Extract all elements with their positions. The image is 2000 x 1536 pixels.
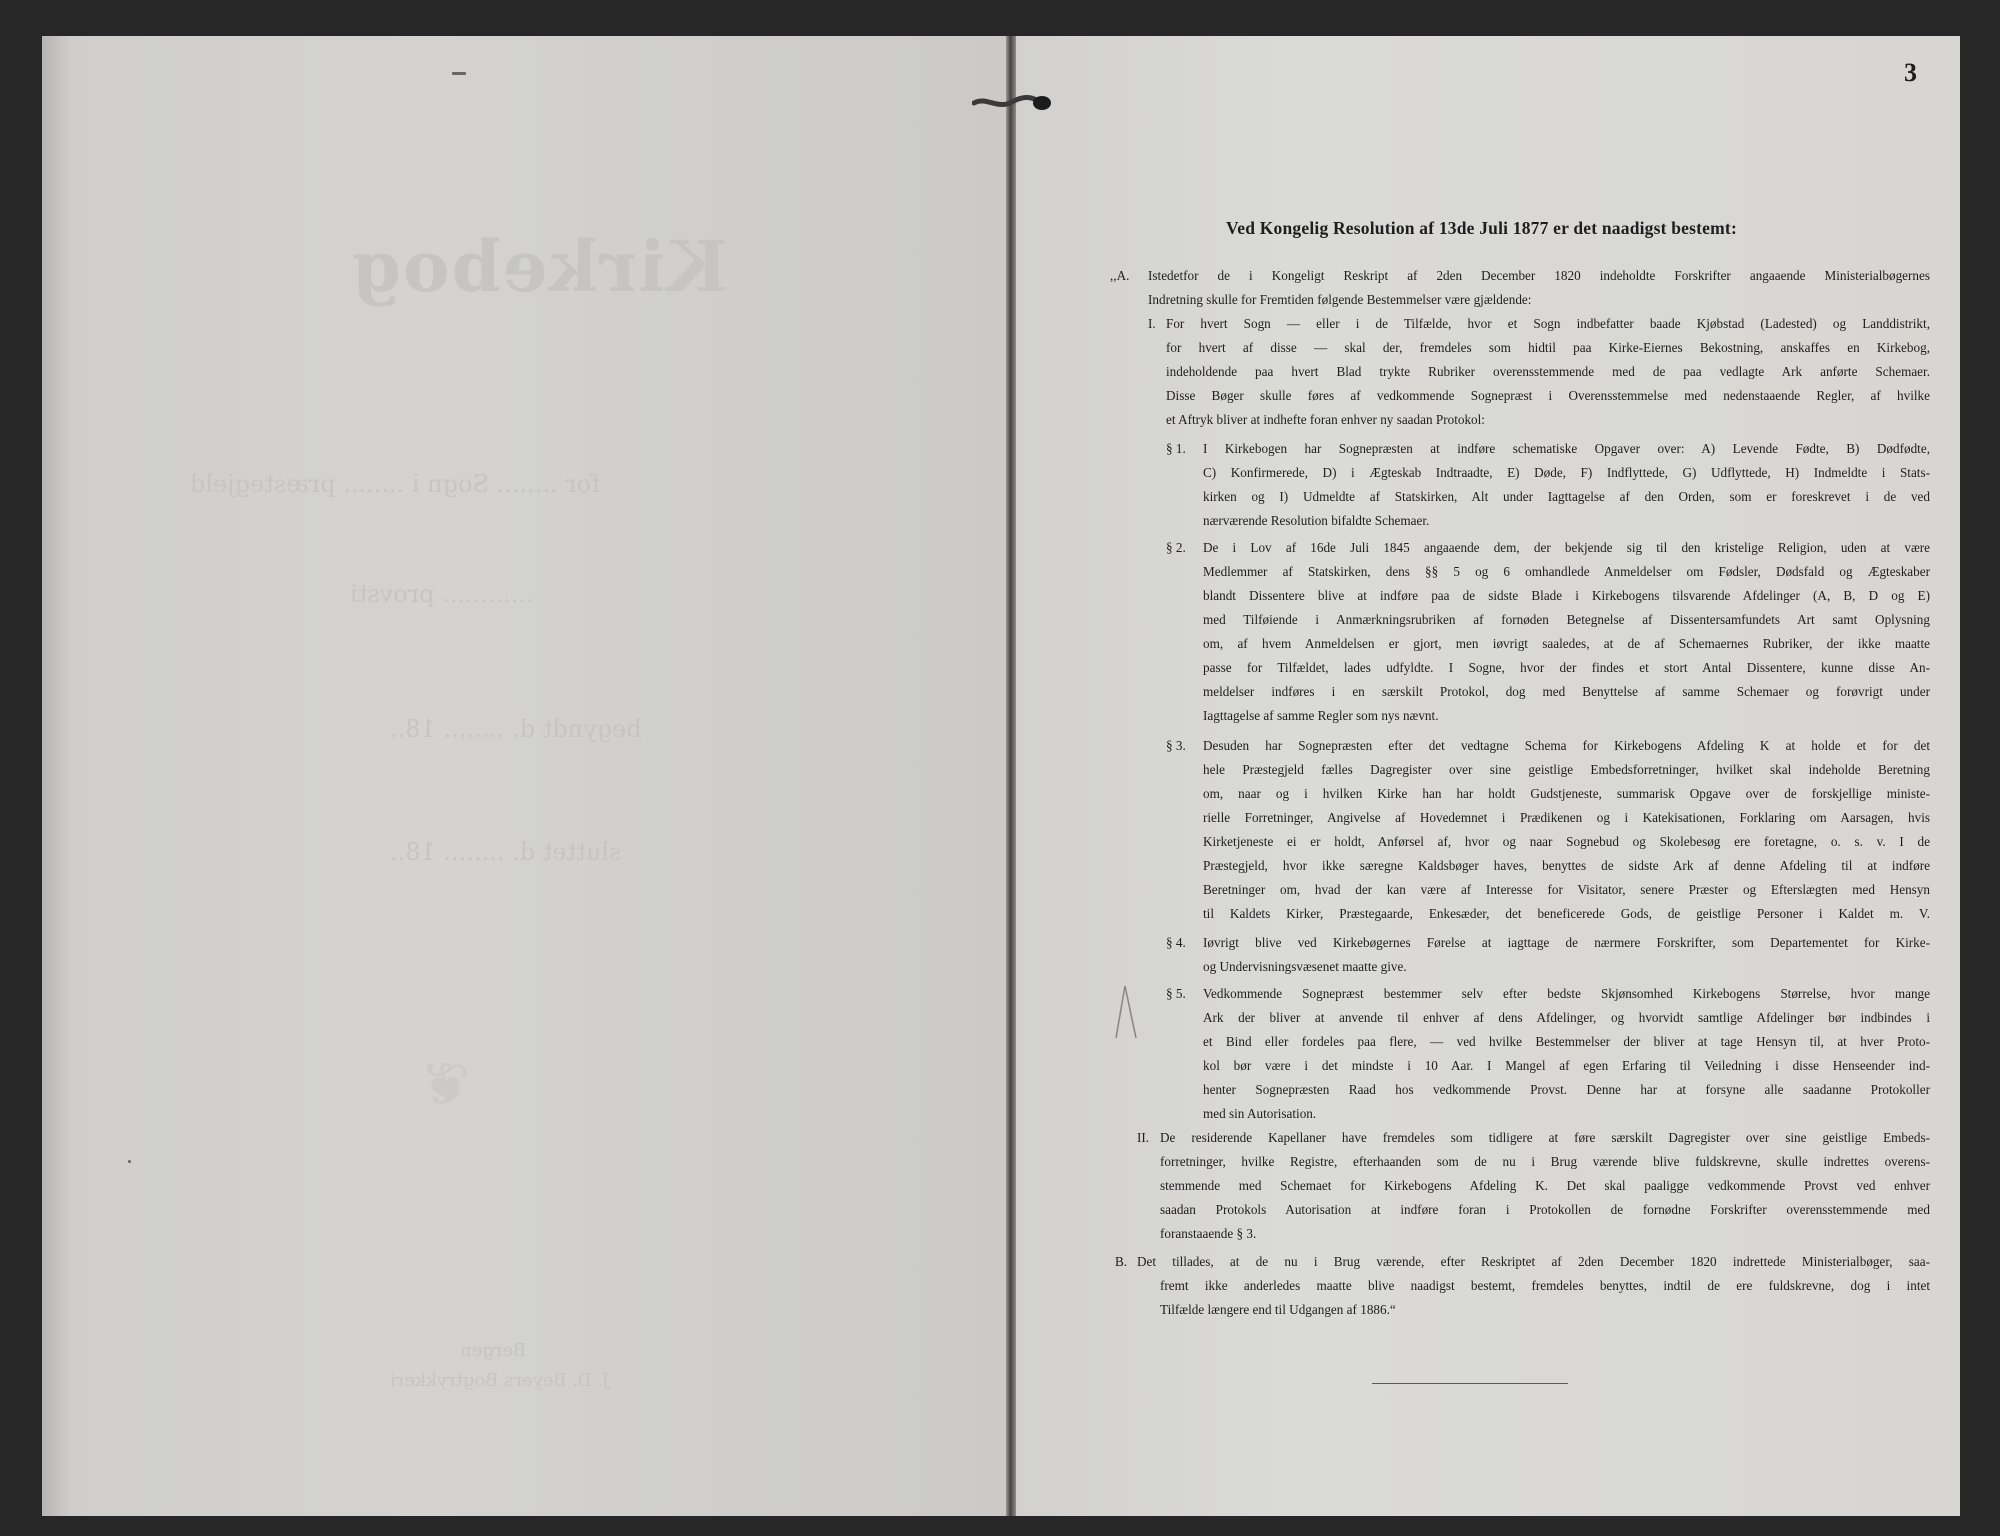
text-line: Medlemmer af Statskirken, dens §§ 5 og 6 omhandlede Anmeldelser om Fødsler, Dødsfald og Ægteskaber (1203, 564, 1930, 579)
paragraph-label-5: § 5. (1166, 986, 1186, 1001)
text-line: og Undervisningsvæsenet maatte give. (1203, 959, 1407, 974)
text-line: I Kirkebogen har Sognepræsten at indføre schematiske Opgaver over: A) Levende Fødte, B) Dødfødte, (1203, 441, 1930, 456)
text-line: med Tilføiende i Anmærkningsrubriken af fornøden Betegnelse af Dissentersamfundets Art samt Oplysning (1203, 612, 1930, 627)
binding-thread-icon (972, 92, 1052, 114)
ghost-imprint-2: J. D. Beyers Bogtrykkeri (390, 1370, 610, 1391)
text-line: indeholdende paa hvert Blad trykte Rubriker overensstemmende med de paa vedlagte Ark anførte Schemaer. (1166, 364, 1930, 379)
text-line: De i Lov af 16de Juli 1845 angaaende dem, der bekjende sig til den kristelige Religion, uden at være (1203, 540, 1930, 555)
text-line: kirken og I) Udmeldte af Statskirken, Alt under Iagttagelse af den Orden, som er foreskrevet i de ved (1203, 489, 1930, 504)
text-line: C) Konfirmerede, D) i Ægteskab Indtraadte, E) Døde, F) Indflyttede, G) Udflyttede, H) Indmeldte i Stats- (1203, 465, 1930, 480)
text-line: passe for Tilfældet, lades udfyldte. I Sogne, hvor der findes et stort Antal Dissentere, kunne disse An- (1203, 660, 1930, 675)
text-line: om, af hvem Anmeldelsen er gjort, men iøvrigt saaledes, at de af Schemaernes Rubriker, der ikke maatte (1203, 636, 1930, 651)
text-line: om, naar og i hvilken Kirke han har holdt Gudstjeneste, summarisk Opgave over de forskjellige ministe- (1203, 786, 1930, 801)
ink-speck (128, 1160, 131, 1163)
text-line: Tilfælde længere end til Udgangen af 1886.“ (1160, 1302, 1396, 1317)
text-line: Iagttagelse af samme Regler som nys nævnt. (1203, 708, 1439, 723)
ghost-line-1: for ........ Sogn i ........ præstegjeld (190, 470, 601, 498)
text-line: Ark der bliver at anvende til enhver af dens Afdelinger, og hvorvidt samtlige Afdelinger bør indbindes i (1203, 1010, 1930, 1025)
text-line: Indretning skulle for Fremtiden følgende Bestemmelser være gjældende: (1148, 292, 1532, 307)
resolution-heading: Ved Kongelig Resolution af 13de Juli 1877 er det naadigst bestemt: (1226, 218, 1737, 238)
text-line: Disse Bøger skulle føres af vedkommende Sognepræst i Overensstemmelse med nedenstaaende Regler, af hvilke (1166, 388, 1930, 403)
text-line: henter Sognepræsten Raad hos vedkommende Provst. Denne har at forsyne alle saadanne Protokoller (1203, 1082, 1930, 1097)
left-page-edge (42, 36, 72, 1516)
text-line: Kirketjeneste ei er holdt, Anførsel af, hvor og naar Sognebud og Skolebesøg ere foretagne, o. s. v. I de (1203, 834, 1930, 849)
page-number: 3 (1904, 58, 1917, 87)
text-line: De residerende Kapellaner have fremdeles som tidligere at føre særskilt Dagregister over sine geistlige Embeds- (1160, 1130, 1930, 1145)
text-line: forretninger, hvilke Registre, efterhaanden som de nu i Brug værende blive fuldskrevne, skulle indrettes overens- (1160, 1154, 1930, 1169)
text-line: kol bør være i det mindste i 10 Aar. I Mangel af egen Erfaring til Veiledning i disse Henseender ind- (1203, 1058, 1930, 1073)
ghost-title: Kirkebog (350, 225, 728, 308)
section-label-a: ,,A. (1110, 268, 1130, 283)
book-gutter (1006, 36, 1016, 1516)
ink-speck (452, 72, 466, 75)
paragraph-label-3: § 3. (1166, 738, 1186, 753)
text-line: rielle Forretninger, Angivelse af Hovedemnet i Prædikenen og i Katekisationen, Forklaring om Aarsagen, hvis (1203, 810, 1930, 825)
text-line: fremt ikke anderledes maatte blive naadigst bestemt, fremdeles benyttes, indtil de ere fuldskrevne, dog i intet (1160, 1278, 1930, 1293)
text-line: foranstaaende § 3. (1160, 1226, 1257, 1241)
text-line: nærværende Resolution bifaldte Schemaer. (1203, 513, 1430, 528)
closing-rule (1372, 1383, 1568, 1384)
text-line: blandt Dissentere blive at indføre paa de sidste Blade i Kirkebogens tilsvarende Afdelinger (A, B, D og E) (1203, 588, 1930, 603)
ghost-line-2: ............ provsti (350, 580, 534, 608)
text-line: Istedetfor de i Kongeligt Reskript af 2den December 1820 indeholdte Forskrifter angaaende Ministerialbøgernes (1148, 268, 1930, 283)
section-label-ii: II. (1137, 1130, 1150, 1145)
text-line: et Aftryk bliver at indhefte foran enhver ny saadan Protokol: (1166, 412, 1485, 427)
paragraph-label-4: § 4. (1166, 935, 1186, 950)
section-label-i: I. (1148, 316, 1156, 331)
paragraph-label-2: § 2. (1166, 540, 1186, 555)
text-line: Desuden har Sognepræsten efter det vedtagne Schema for Kirkebogens Afdeling K at holde et for det (1203, 738, 1930, 753)
text-line: For hvert Sogn — eller i de Tilfælde, hvor et Sogn indbefatter baade Kjøbstad (Ladested) og Landdistrikt, (1166, 316, 1930, 331)
text-line: Iøvrigt blive ved Kirkebøgernes Førelse at iagttage de nærmere Forskrifter, som Departementet for Kirke- (1203, 935, 1930, 950)
ghost-line-4: sluttet d. ........ 18.. (390, 838, 622, 866)
text-line: Det tillades, at de nu i Brug værende, efter Reskriptet af 2den December 1820 indrettede Ministerialbøger, saa- (1137, 1254, 1930, 1269)
text-line: et Bind eller fordeles paa flere, — ved hvilke Bestemmelser der bliver at tage Hensyn til, at hver Proto- (1203, 1034, 1930, 1049)
text-line: Vedkommende Sognepræst bestemmer selv efter bedste Skjønsomhed Kirkebogens Størrelse, hvor mange (1203, 986, 1930, 1001)
text-line: Beretninger om, hvad der kan være af Interesse for Visitator, senere Præster og Efterslægten med Hensyn (1203, 882, 1930, 897)
ghost-imprint-1: Bergen (460, 1340, 527, 1361)
text-line: Præstegjeld, hvor ikke særegne Kaldsbøger haves, benyttes de sidste Ark af denne Afdeling til at indføre (1203, 858, 1930, 873)
section-label-b: B. (1115, 1254, 1128, 1269)
text-line: hele Præstegjeld fælles Dagregister over sine geistlige Embedsforretninger, hvilket skal indeholde Beretning (1203, 762, 1930, 777)
text-line: saadan Protokols Autorisation at indføre foran i Protokollen de fornødne Forskrifter overensstemmende med (1160, 1202, 1930, 1217)
ghost-seal: ❦ (420, 1050, 471, 1120)
paragraph-label-1: § 1. (1166, 441, 1186, 456)
text-line: til Kaldets Kirker, Præstegaarde, Enkesæder, det beneficerede Gods, de geistlige Personer i Kaldet m. V. (1203, 906, 1930, 921)
text-line: med sin Autorisation. (1203, 1106, 1317, 1121)
ghost-line-3: begyndt d. ........ 18.. (390, 715, 642, 743)
margin-pencil-mark-icon (1112, 982, 1142, 1042)
text-line: meldelser indføres i en særskilt Protokol, dog med Benyttelse af samme Schemaer og forøvrigt under (1203, 684, 1930, 699)
text-line: for hvert af disse — skal der, fremdeles som hidtil paa Kirke-Eiernes Bekostning, anskaffes en Kirkebog, (1166, 340, 1930, 355)
text-line: stemmende med Schemaet for Kirkebogens Afdeling K. Det skal paaligge vedkommende Provst ved enhver (1160, 1178, 1930, 1193)
